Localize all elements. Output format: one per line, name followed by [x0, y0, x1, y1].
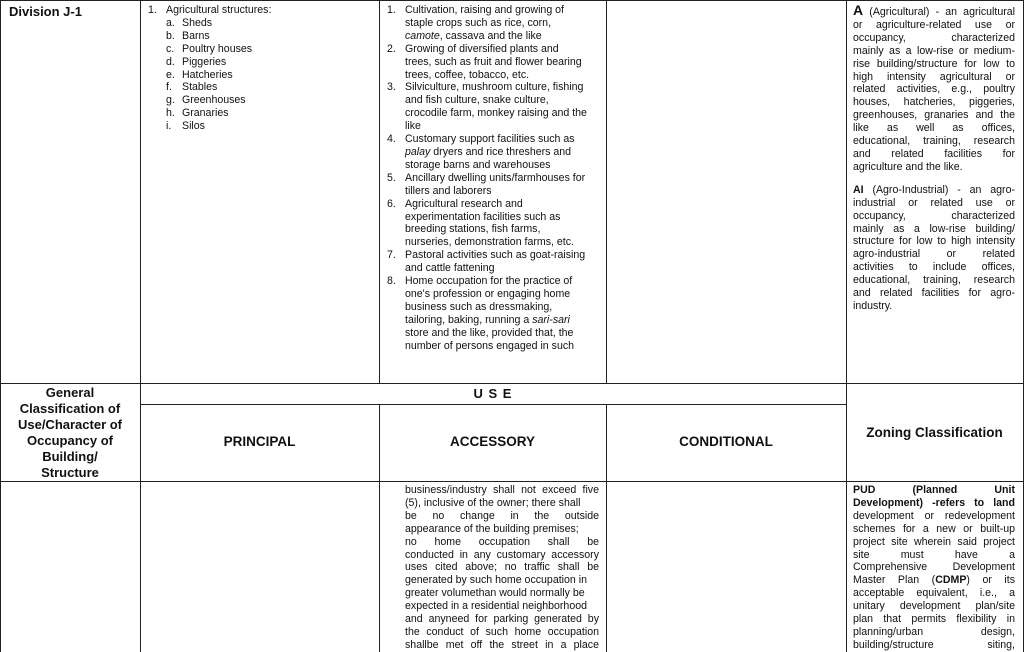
accessory-item: [387, 81, 603, 133]
continuation-line: expected in a residential neighborhood: [405, 600, 587, 613]
text-line: breeding stations, fish farms,: [405, 223, 541, 236]
item-number: 3.: [387, 81, 396, 94]
general-header-line: Building/: [42, 449, 98, 464]
zoning-pud-line: plan that permits flexibility in: [853, 613, 1015, 626]
zoning-pud-line: Development) -refers to land: [853, 496, 1015, 509]
subitem-text: Piggeries: [182, 55, 227, 68]
text-line: number of persons engaged in such: [405, 339, 575, 352]
zoning-pud-line: building/structure siting,: [853, 638, 1015, 651]
zoning-a-line: high intensity agricultural or: [853, 70, 1015, 83]
zoning-pud-line: site must have a: [853, 548, 1015, 561]
continuation-line: greater volumethan would normally be: [405, 587, 585, 600]
italic-term: camote: [405, 29, 440, 42]
zoning-a-line: occupancy, characterized: [853, 31, 1015, 44]
table-border-top: [0, 0, 1024, 1]
text-line: Cultivation, raising and growing of: [405, 4, 564, 16]
subitem-letter: b.: [166, 29, 175, 42]
zoning-pud-line: acceptable equivalent, i.e., a: [853, 587, 1015, 600]
text-line: Pastoral activities such as goat-raising: [405, 249, 586, 262]
column-divider: [140, 0, 141, 652]
subitem-letter: c.: [166, 42, 175, 55]
zoning-pud-line: schemes for a new or built-up: [853, 522, 1015, 535]
accessory-header: ACCESSORY: [449, 434, 535, 449]
text-line: trees, coffee, tobacco, etc.: [405, 68, 530, 81]
item-number: 4.: [387, 133, 396, 146]
subitem-text: Silos: [182, 120, 205, 133]
zoning-a-line: and related facilities for: [853, 147, 1015, 160]
continuation-line: uses cited above; no traffic shall be: [405, 561, 599, 574]
continuation-line: business/industry shall not exceed five: [405, 484, 599, 496]
zoning-pud-line: project site wherein said project: [853, 535, 1015, 548]
text-line: Growing of diversified plants and: [405, 42, 559, 55]
text-line: crocodile farm, monkey raising and the: [405, 107, 587, 120]
accessory-item: [387, 198, 603, 250]
principal-subitem: [166, 120, 373, 133]
general-header-line: Classification of: [19, 401, 121, 416]
subitem-text: Stables: [182, 81, 218, 94]
general-header-line: General: [45, 385, 95, 400]
table-border-left: [0, 0, 1, 652]
continuation-line: the conduct of such home occupation: [405, 625, 599, 638]
text-line: Agricultural research and: [405, 197, 523, 210]
zoning-a-line: agriculture and the like.: [853, 160, 963, 173]
zoning-ai-line: industry.: [853, 299, 893, 312]
conditional-header: CONDITIONAL: [679, 434, 773, 449]
zoning-a-line: or agriculture-related use or: [853, 18, 1015, 31]
accessory-item: [387, 43, 603, 82]
principal-subitem: [166, 30, 373, 43]
zoning-a-line: A (Agricultural) - an agricultural: [853, 2, 1015, 18]
division-title: Division J-1: [9, 4, 82, 19]
text-line: and fish culture, snake culture,: [405, 94, 549, 107]
zoning-header: Zoning Classification: [866, 425, 1003, 440]
zoning-ai-line: educational, training, research: [853, 274, 1015, 287]
text-line: tillers and laborers: [405, 184, 492, 197]
continuation-line: conducted in any customary accessory: [405, 548, 599, 561]
accessory-item: [387, 172, 603, 198]
subitem-text: Hatcheries: [182, 68, 233, 81]
text-line: experimentation facilities such as: [405, 210, 561, 223]
item-number: 5.: [387, 171, 396, 184]
column-divider: [379, 0, 380, 383]
accessory-cell: [387, 4, 603, 352]
continuation-line: be no change in the outside: [405, 509, 599, 522]
principal-cell: [148, 4, 373, 133]
text-line: like: [405, 120, 421, 133]
principal-item-title: Agricultural structures:: [166, 4, 272, 16]
subitem-text: Granaries: [182, 107, 229, 120]
continuation-line: appearance of the building premises;: [405, 522, 579, 535]
text-line: Customary support facilities such as: [405, 133, 575, 146]
zoning-ai-line: structure for low to high intensity: [853, 235, 1015, 248]
zoning-ai-line: AI (Agro-Industrial) - an agro-: [853, 183, 1015, 196]
principal-subitem: [166, 81, 373, 94]
subitem-letter: h.: [166, 107, 175, 120]
zoning-pud-line: Comprehensive Development: [853, 561, 1015, 574]
general-classification-header: [2, 385, 138, 481]
continuation-line: no home occupation shall be: [405, 535, 599, 548]
continuation-line: and anyneed for parking generated by: [405, 613, 599, 626]
subitem-text: Poultry houses: [182, 42, 253, 55]
item-number: 8.: [387, 275, 396, 288]
item-number: 2.: [387, 42, 396, 55]
text-line: tailoring, baking, running a sari-sari: [405, 313, 570, 326]
zoning-ai-line: agro-industrial or related: [853, 248, 1015, 261]
accessory-item: [387, 275, 603, 352]
general-header-line: Occupancy of: [27, 433, 113, 448]
principal-subitem: [166, 94, 373, 107]
zoning-ai-line: occupancy, characterized: [853, 209, 1015, 222]
continuation-line: shallbe met off the street in a place: [405, 638, 599, 651]
text-line: nurseries, demonstration farms, etc.: [405, 236, 574, 249]
principal-subitem: [166, 56, 373, 69]
zoning-a-line: mainly as a low-rise or medium-: [853, 44, 1015, 57]
continuation-line: (5), inclusive of the owner; there shall: [405, 496, 581, 509]
text-line: Home occupation for the practice of: [405, 275, 573, 288]
zoning-code-ai: AI: [853, 183, 864, 196]
zoning-agro-industrial: [853, 184, 1015, 313]
zoning-a-line: greenhouses, granaries and the: [853, 109, 1015, 122]
text-line: one's profession or engaging home: [405, 287, 571, 300]
accessory-item: [387, 133, 603, 172]
principal-header: PRINCIPAL: [223, 434, 296, 449]
column-divider: [606, 0, 607, 383]
italic-term: sari-sari: [532, 313, 570, 326]
subitem-letter: e.: [166, 68, 175, 81]
subitem-letter: i.: [166, 120, 172, 133]
zoning-cell: [853, 4, 1015, 313]
accessory-list: [387, 4, 603, 352]
item-number: 1.: [387, 4, 396, 16]
accessory-item: [387, 4, 603, 43]
text-line: Ancillary dwelling units/farmhouses for: [405, 171, 586, 184]
zoning-a-line: houses, hatcheries, piggeries,: [853, 96, 1015, 109]
text-line: palay dryers and rice threshers and: [405, 145, 572, 158]
text-line: store and the like, provided that, the: [405, 326, 574, 339]
zoning-pud-line: Master Plan (CDMP) or its: [853, 574, 1015, 587]
subitem-text: Sheds: [182, 16, 213, 29]
use-header-divider: [140, 404, 846, 405]
subitem-letter: g.: [166, 94, 175, 107]
text-line: Silviculture, mushroom culture, fishing: [405, 81, 584, 94]
text-line: business such as dressmaking,: [405, 300, 553, 313]
zoning-a-line: related activities, e.g., poultry: [853, 83, 1015, 96]
subitem-letter: f.: [166, 81, 172, 94]
subitem-text: Greenhouses: [182, 94, 246, 107]
table-row-divider: [0, 481, 1024, 482]
zoning-pud-line: unitary development plan/site: [853, 600, 1015, 613]
item-number: 7.: [387, 249, 396, 262]
table-row-divider: [0, 383, 1024, 384]
subitem-letter: d.: [166, 55, 175, 68]
zoning-pud-line: planning/urban design,: [853, 625, 1015, 638]
subitem-letter: a.: [166, 16, 175, 29]
principal-subitem: [166, 43, 373, 56]
column-divider: [846, 0, 847, 652]
zoning-agricultural: [853, 4, 1015, 174]
zoning-ai-line: mainly as a low-rise building/: [853, 222, 1015, 235]
principal-item: [148, 4, 373, 133]
principal-subitem: [166, 107, 373, 120]
cdmp-abbrev: CDMP: [935, 574, 967, 587]
principal-subitems: [166, 17, 373, 133]
text-line: and cattle fattening: [405, 262, 495, 275]
text-line: staple crops such as rice, corn,: [405, 16, 552, 29]
text-line: camote, cassava and the like: [405, 29, 542, 42]
principal-subitem: [166, 69, 373, 82]
item-number: 6.: [387, 197, 396, 210]
continuation-line: generated by such home occupation in: [405, 574, 587, 587]
zoning-pud-line: development or redevelopment: [853, 509, 1015, 522]
principal-subitem: [166, 17, 373, 30]
zoning-ai-line: and related facilities for agro-: [853, 287, 1015, 300]
zoning-code-a: A: [853, 2, 864, 18]
general-header-line: Structure: [41, 465, 99, 480]
zoning-a-line: educational, training, research: [853, 135, 1015, 148]
zoning-a-line: like as well as offices,: [853, 122, 1015, 135]
zoning-ai-line: activities to include offices,: [853, 261, 1015, 274]
zoning-pud-line: PUD (Planned Unit: [853, 484, 1015, 496]
text-line: storage barns and warehouses: [405, 158, 551, 171]
general-header-line: Use/Character of: [17, 417, 123, 432]
subitem-text: Barns: [182, 29, 210, 42]
principal-item-number: 1.: [148, 4, 157, 16]
accessory-item: [387, 249, 603, 275]
zoning-a-line: rise building/structure for low to: [853, 57, 1015, 70]
accessory-continuation: [405, 484, 599, 652]
zoning-pud: [853, 484, 1015, 652]
zoning-ai-line: industrial or related use or: [853, 196, 1015, 209]
italic-term: palay: [405, 145, 431, 158]
use-header: U S E: [473, 386, 513, 401]
text-line: trees, such as fruit and flower bearing: [405, 55, 582, 68]
